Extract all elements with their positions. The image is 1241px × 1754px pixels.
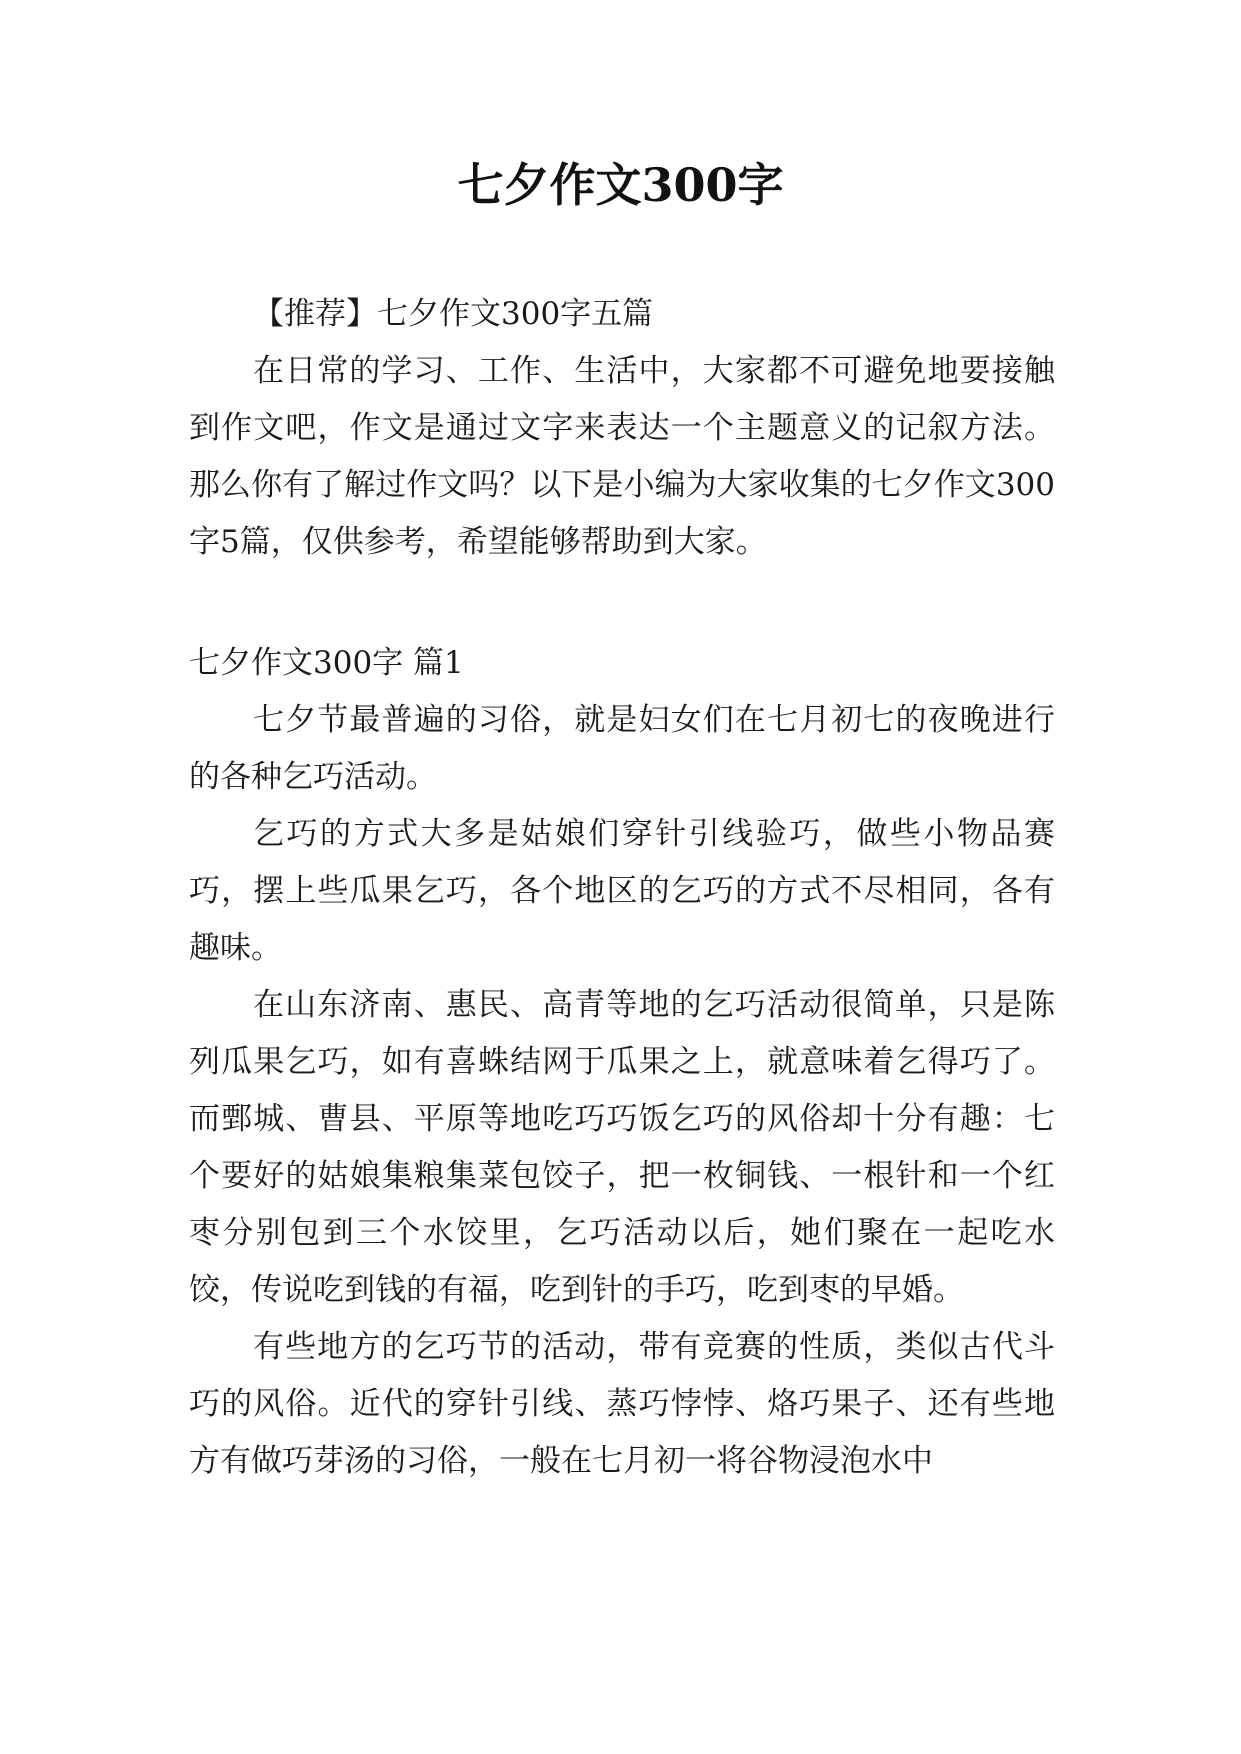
- body-paragraph: 在山东济南、惠民、高青等地的乞巧活动很简单，只是陈列瓜果乞巧，如有喜蛛结网于瓜果之上，就意味着乞得巧了。而鄄城、曹县、平原等地吃巧巧饭乞巧的风俗却十分有趣：七个要好的姑娘集粮集菜包饺子，把一枚铜钱、一根针和一个红枣分别包到三个水饺里，乞巧活动以后，她们聚在一起吃水饺，传说吃到钱的有福，吃到针的手巧，吃到枣的早婚。: [189, 987, 1055, 1308]
- document-body: [189, 286, 1055, 1490]
- section-spacer: [189, 571, 1055, 635]
- intro-paragraph: 在日常的学习、工作、生活中，大家都不可避免地要接触到作文吧，作文是通过文字来表达一个主题意义的记叙方法。那么你有了解过作文吗？以下是小编为大家收集的七夕作文300字5篇，仅供参考，希望能够帮助到大家。: [189, 353, 1055, 560]
- body-paragraph: 乞巧的方式大多是姑娘们穿针引线验巧，做些小物品赛巧，摆上些瓜果乞巧，各个地区的乞巧的方式不尽相同，各有趣味。: [189, 816, 1055, 966]
- document-title: 七夕作文300字: [457, 158, 784, 212]
- section-heading: 七夕作文300字 篇1: [189, 645, 464, 681]
- document-subtitle: 【推荐】七夕作文300字五篇: [253, 296, 654, 332]
- body-paragraph: 七夕节最普遍的习俗，就是妇女们在七月初七的夜晚进行的各种乞巧活动。: [189, 702, 1055, 795]
- body-paragraph: 有些地方的乞巧节的活动，带有竞赛的性质，类似古代斗巧的风俗。近代的穿针引线、蒸巧悖悖、烙巧果子、还有些地方有做巧芽汤的习俗，一般在七月初一将谷物浸泡水中: [189, 1329, 1055, 1479]
